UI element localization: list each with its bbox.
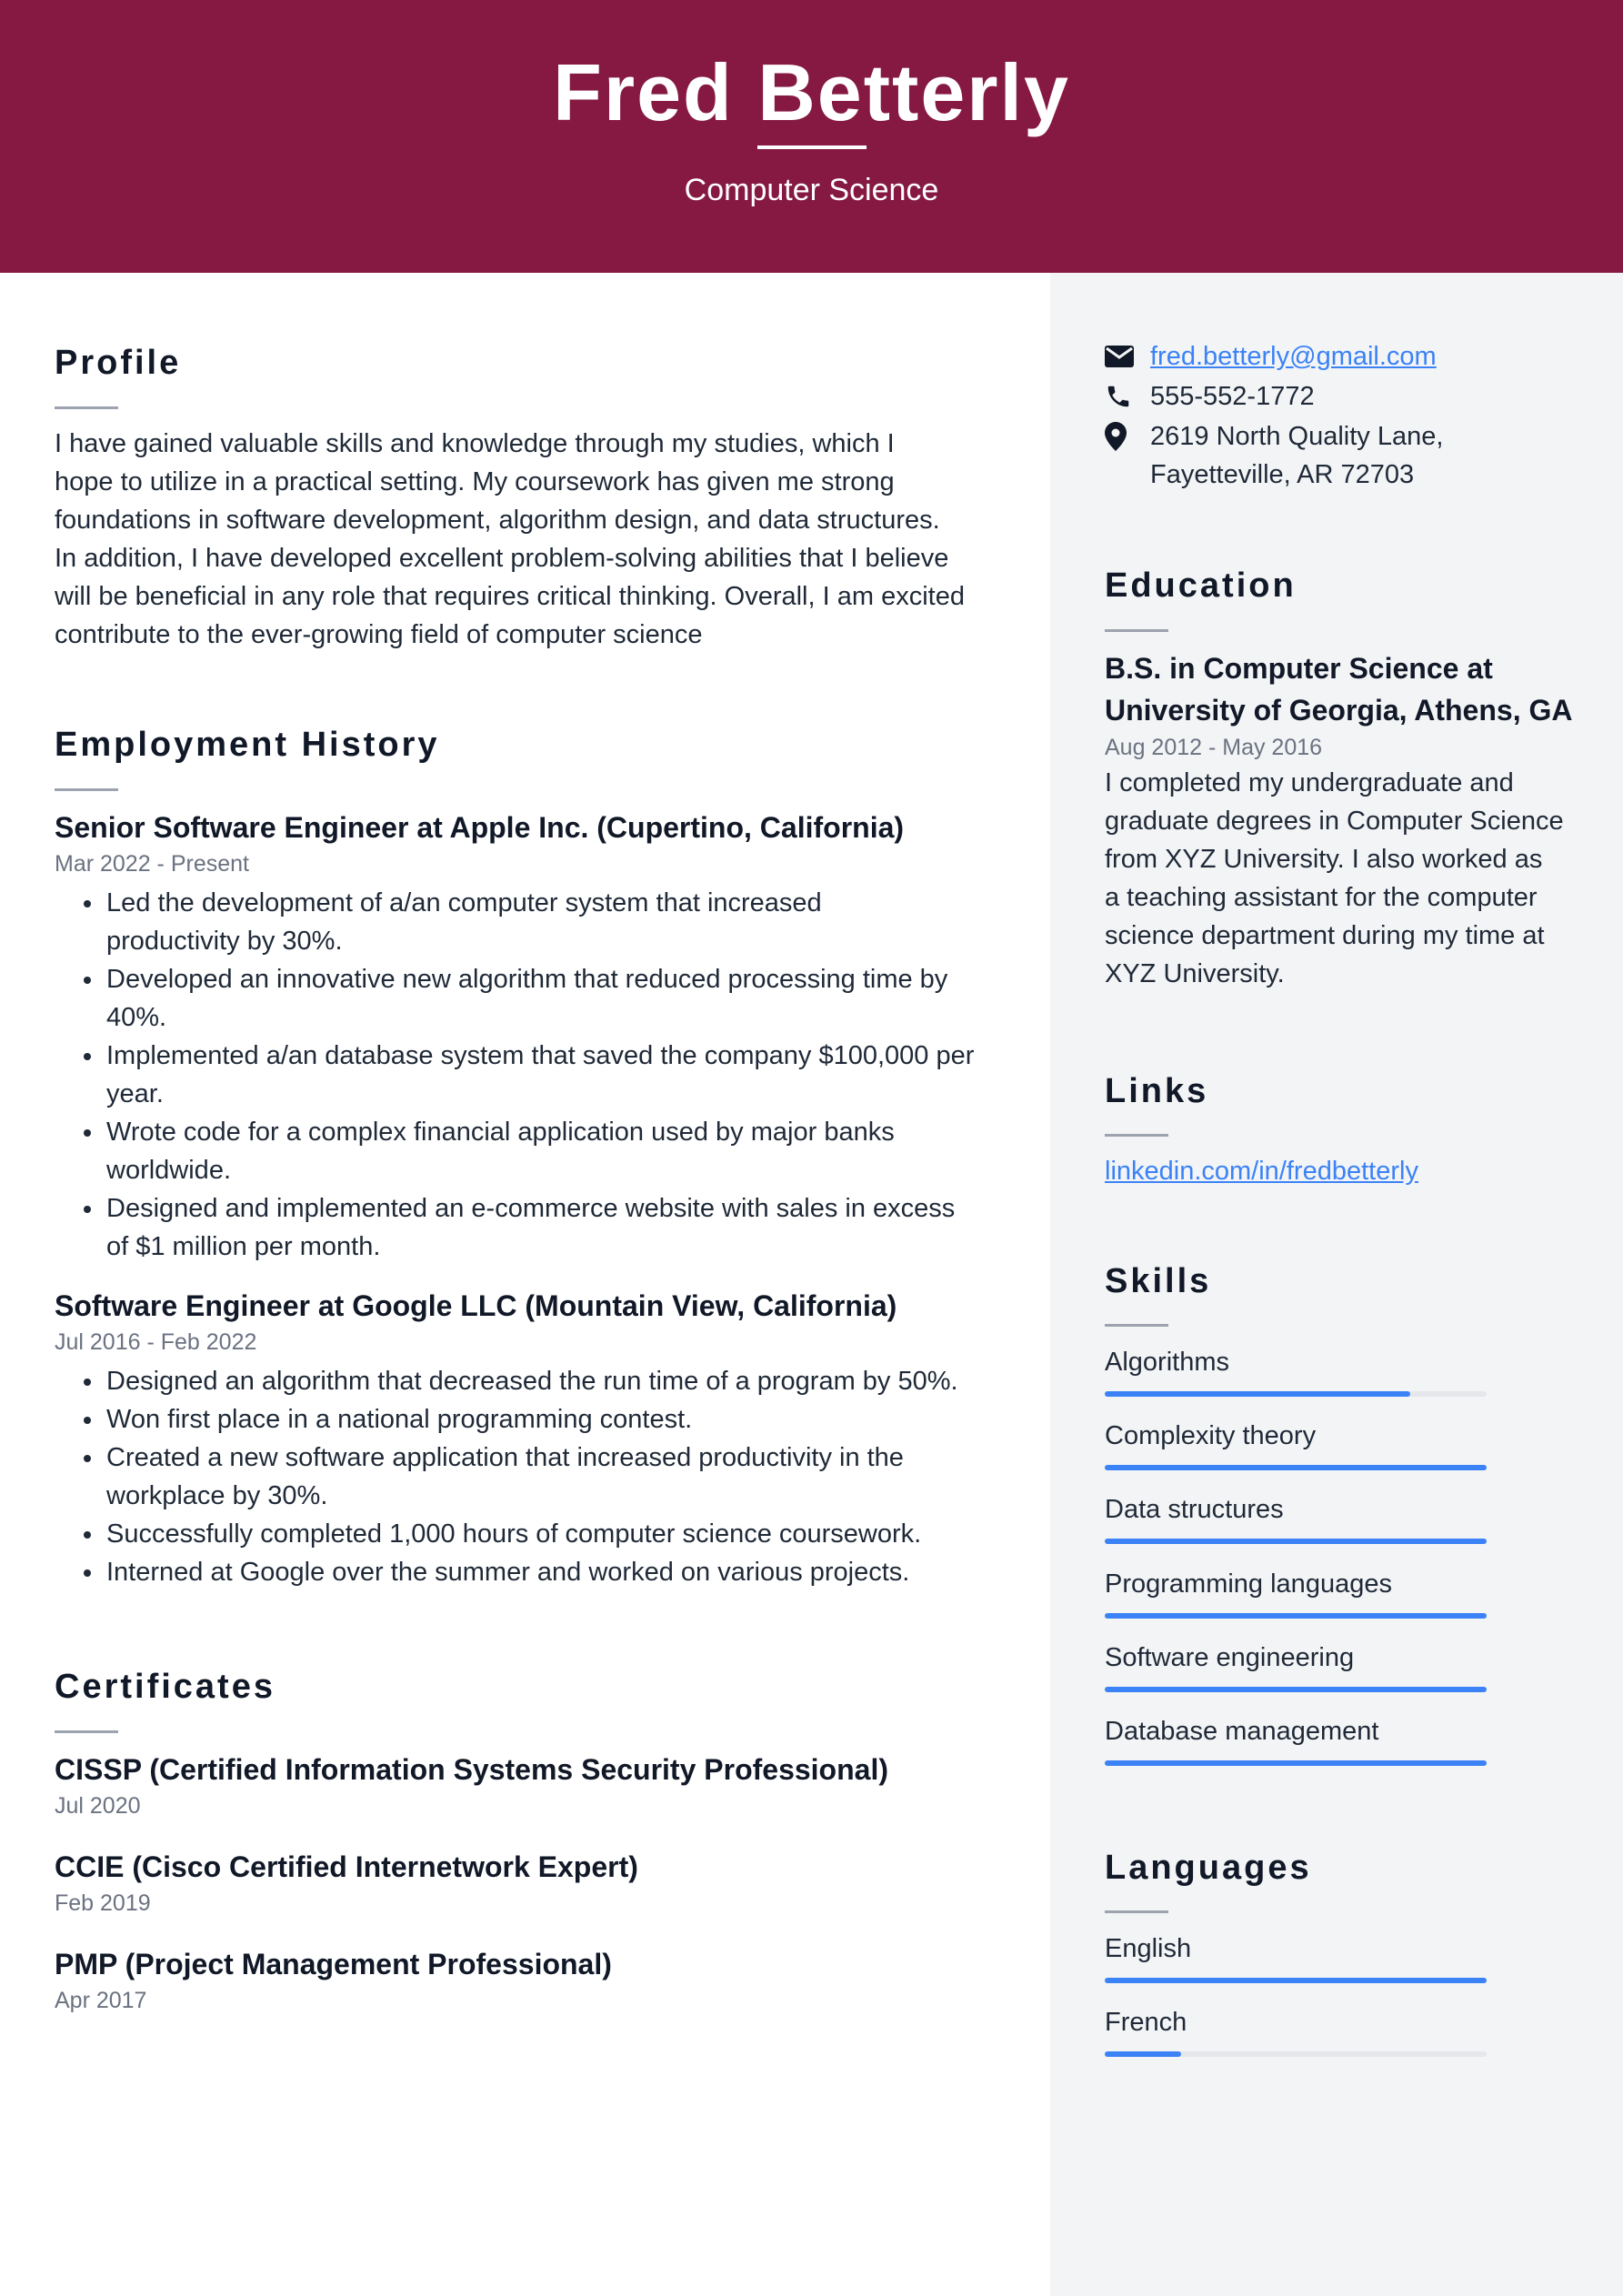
- certificate-name: CCIE (Cisco Certified Internetwork Expert): [55, 1850, 638, 1883]
- profile-line: In addition, I have developed excellent problem-solving abilities that I believe: [55, 544, 949, 573]
- skill-label: Software engineering: [1105, 1643, 1355, 1672]
- list-item: Designed and implemented an e-commerce website with sales in excess of $1 million per month.: [55, 1189, 1037, 1266]
- envelope-icon: [1105, 337, 1136, 376]
- profile-line: hope to utilize in a practical setting. My coursework has given me strong: [55, 467, 895, 496]
- education-entry: [1105, 647, 1596, 993]
- education-dates: Aug 2012 - May 2016: [1105, 735, 1323, 760]
- certificate-item: [55, 1750, 888, 1822]
- address-line: Fayetteville, AR 72703: [1150, 460, 1415, 489]
- profile-line: will be beneficial in any role that requires critical thinking. Overall, I am excited: [55, 582, 965, 611]
- certificate-item: [55, 1944, 612, 2017]
- job-title: Senior Software Engineer at Apple Inc. (Cupertino, California): [55, 811, 905, 844]
- header-divider: [757, 145, 867, 149]
- skill-bar-fill: [1105, 1760, 1487, 1766]
- list-item: Implemented a/an database system that saved the company $100,000 per year.: [55, 1037, 1037, 1113]
- contact-email: [1105, 337, 1587, 376]
- phone-icon: [1105, 377, 1136, 416]
- language-bar-fill: [1105, 1978, 1487, 1983]
- list-item: Led the development of a/an computer system that increased productivity by 30%.: [55, 884, 1037, 960]
- list-item: Won first place in a national programming contest.: [55, 1400, 1037, 1439]
- profile-line: foundations in software development, algorithm design, and data structures.: [55, 506, 940, 535]
- candidate-title: Computer Science: [684, 173, 939, 207]
- links-divider: [1105, 1134, 1168, 1137]
- skill-label: Algorithms: [1105, 1348, 1229, 1377]
- degree-line: B.S. in Computer Science at: [1105, 652, 1493, 685]
- skill-label: Complexity theory: [1105, 1421, 1317, 1450]
- skill-bar: [1105, 1465, 1487, 1470]
- address-line: 2619 North Quality Lane,: [1150, 422, 1444, 451]
- skill-bar: [1105, 1687, 1487, 1692]
- sidebar: [1050, 273, 1623, 2296]
- candidate-name: Fred Betterly: [553, 47, 1070, 137]
- degree-line: University of Georgia, Athens, GA: [1105, 694, 1573, 727]
- skill-bar: [1105, 1613, 1487, 1619]
- skill-bar: [1105, 1760, 1487, 1766]
- skill-bar-fill: [1105, 1539, 1487, 1544]
- certificate-date: Jul 2020: [55, 1793, 141, 1819]
- job-dates: Mar 2022 - Present: [55, 851, 249, 877]
- address: [1150, 417, 1587, 494]
- languages-divider: [1105, 1910, 1168, 1913]
- list-item: Successfully completed 1,000 hours of computer science coursework.: [55, 1515, 1037, 1553]
- skills-divider: [1105, 1324, 1168, 1327]
- language-label: English: [1105, 1934, 1192, 1963]
- certificate-date: Apr 2017: [55, 1988, 147, 2013]
- skill-bar-fill: [1105, 1465, 1487, 1470]
- linkedin-link[interactable]: linkedin.com/in/fredbetterly: [1105, 1157, 1418, 1186]
- education-description: I completed my undergraduate and graduate degrees in Computer Science from XYZ University. I also worked as a teaching assistant for the computer science department during my time at XYZ University.: [1105, 768, 1564, 988]
- job-entry: [55, 807, 1037, 1266]
- skill-bar-fill: [1105, 1613, 1487, 1619]
- list-item: Designed an algorithm that decreased the run time of a program by 50%.: [55, 1362, 1037, 1400]
- main-column: [0, 273, 1050, 2296]
- profile-summary: [55, 425, 1018, 654]
- certificate-date: Feb 2019: [55, 1890, 151, 1916]
- list-item: Interned at Google over the summer and worked on various projects.: [55, 1553, 1037, 1591]
- language-bar-fill: [1105, 2051, 1181, 2057]
- skills-heading: Skills: [1105, 1262, 1212, 1300]
- skill-bar-fill: [1105, 1391, 1410, 1397]
- list-item: Created a new software application that increased productivity in the workplace by 30%.: [55, 1439, 1037, 1515]
- certificates-heading: Certificates: [55, 1668, 276, 1706]
- job-bullets: [55, 1362, 1037, 1591]
- phone-number: 555-552-1772: [1150, 382, 1315, 411]
- certificate-name: PMP (Project Management Professional): [55, 1948, 612, 1980]
- job-bullets: [55, 884, 1037, 1266]
- languages-heading: Languages: [1105, 1849, 1312, 1887]
- certificate-item: [55, 1847, 638, 1920]
- list-item: Wrote code for a complex financial application used by major banks worldwide.: [55, 1113, 1037, 1189]
- profile-line: I have gained valuable skills and knowledge through my studies, which I: [55, 429, 895, 458]
- contact-phone: [1105, 377, 1587, 416]
- contact-address: [1105, 417, 1587, 494]
- language-bar: [1105, 1978, 1487, 1983]
- email-link[interactable]: fred.betterly@gmail.com: [1150, 342, 1437, 371]
- skill-bar: [1105, 1391, 1487, 1397]
- education-divider: [1105, 629, 1168, 632]
- skill-label: Data structures: [1105, 1495, 1284, 1524]
- language-bar: [1105, 2051, 1487, 2057]
- employment-divider: [55, 788, 118, 791]
- job-entry: [55, 1286, 1037, 1591]
- skill-label: Database management: [1105, 1717, 1379, 1746]
- language-label: French: [1105, 2008, 1187, 2037]
- links-heading: Links: [1105, 1072, 1209, 1110]
- job-dates: Jul 2016 - Feb 2022: [55, 1329, 257, 1355]
- skill-label: Programming languages: [1105, 1569, 1392, 1599]
- job-title: Software Engineer at Google LLC (Mountain View, California): [55, 1289, 897, 1322]
- employment-heading: Employment History: [55, 726, 440, 764]
- linkedin-row: [1105, 1152, 1418, 1190]
- profile-heading: Profile: [55, 344, 182, 382]
- profile-line: contribute to the ever-growing field of computer science: [55, 620, 703, 649]
- certificates-divider: [55, 1730, 118, 1733]
- resume-header: [0, 0, 1623, 273]
- education-heading: Education: [1105, 566, 1297, 605]
- skill-bar: [1105, 1539, 1487, 1544]
- map-pin-icon: [1105, 417, 1136, 456]
- skill-bar-fill: [1105, 1687, 1487, 1692]
- profile-divider: [55, 406, 118, 409]
- list-item: Developed an innovative new algorithm that reduced processing time by 40%.: [55, 960, 1037, 1037]
- certificate-name: CISSP (Certified Information Systems Security Professional): [55, 1753, 888, 1786]
